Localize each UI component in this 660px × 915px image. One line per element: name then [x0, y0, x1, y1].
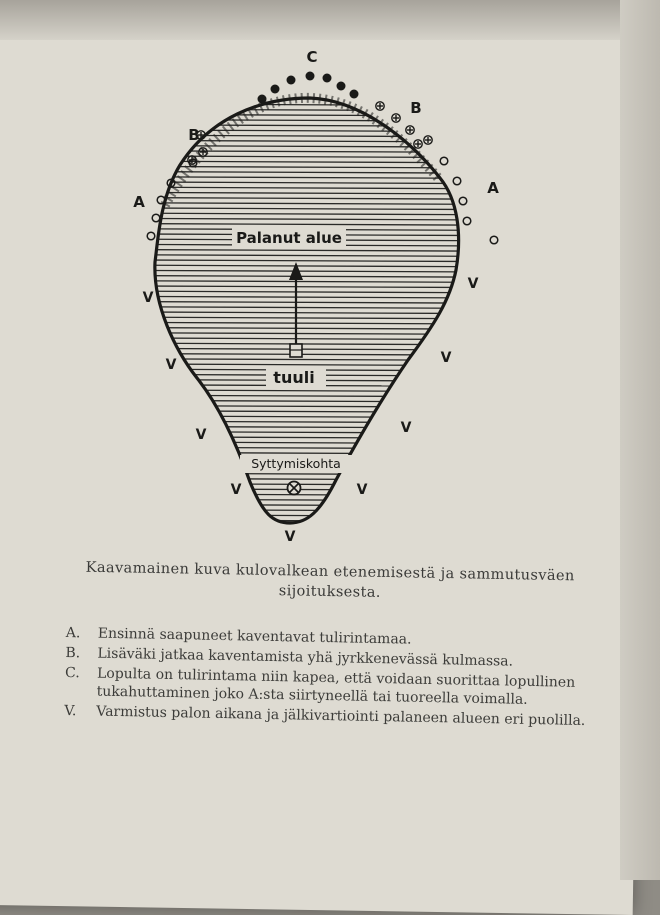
- hatch-line: [140, 504, 470, 506]
- hatch-line: [140, 250, 470, 252]
- burned-area-label: Palanut alue: [236, 229, 342, 247]
- hatch-line: [140, 499, 470, 501]
- hatch-line: [140, 426, 470, 428]
- hatch-line: [140, 322, 470, 324]
- hatch-line: [140, 473, 470, 475]
- note-key: B.: [65, 644, 81, 662]
- ignition-label: Syttymiskohta: [251, 456, 341, 471]
- hatch-line: [140, 437, 470, 439]
- circled-plus-icon: [376, 102, 384, 110]
- hatch-line: [140, 510, 470, 512]
- hatch-line: [140, 515, 470, 517]
- hatch-line: [140, 489, 470, 491]
- hatch-line: [140, 276, 470, 278]
- note-text: Lopulta on tulirintama niin kapea, että voidaan suorittaa lopullinen tukahuttaminen joko A:sta siirtyneellä tai tuoreella voimalla.: [96, 665, 576, 708]
- marker-c: C: [306, 48, 318, 66]
- hatch-line: [140, 348, 470, 350]
- circled-plus-icon: [199, 148, 207, 156]
- hatch-line: [140, 286, 470, 288]
- marker-b-right: B: [410, 99, 422, 117]
- hatch-line: [140, 270, 470, 272]
- hatch-line: [140, 307, 470, 309]
- hatch-line: [140, 494, 470, 496]
- figure-caption: Kaavamainen kuva kulovalkean etenemisestä ja sammutusväen sijoituksesta.: [85, 559, 575, 601]
- hatch-line: [140, 218, 470, 220]
- marker-v: V: [165, 357, 177, 373]
- hatch-line: [140, 400, 470, 402]
- hatch-line: [140, 213, 470, 215]
- hatch-line: [140, 302, 470, 304]
- hatch-line: [140, 452, 470, 454]
- hatch-line: [140, 166, 470, 168]
- hatch-line: [140, 333, 470, 335]
- hatch-line: [140, 192, 470, 194]
- hatch-line: [140, 359, 470, 361]
- hatch-line: [140, 291, 470, 293]
- hatch-line: [140, 172, 470, 174]
- marker-a-left: A: [133, 193, 145, 211]
- hatch-line: [140, 328, 470, 330]
- hatch-line: [140, 203, 470, 205]
- hatch-line: [140, 281, 470, 283]
- note-text: Ensinnä saapuneet kaventavat tulirintamaa.: [97, 625, 412, 648]
- hatch-line: [140, 432, 470, 434]
- hatch-line: [140, 265, 470, 267]
- marker-v: V: [400, 420, 412, 436]
- note-text: Varmistus palon aikana ja jälkivartiointi palaneen alueen eri puolilla.: [96, 703, 586, 729]
- marker-a-right: A: [487, 179, 499, 197]
- marker-v: V: [284, 529, 296, 545]
- marker-b-left: B: [188, 126, 200, 144]
- circled-plus-icon: [414, 140, 422, 148]
- hatch-line: [140, 198, 470, 200]
- hatch-line: [140, 406, 470, 408]
- marker-v: V: [142, 290, 154, 306]
- marker-v: V: [440, 350, 452, 366]
- hatch-line: [140, 338, 470, 340]
- hatch-line: [140, 120, 470, 122]
- hatch-line: [140, 416, 470, 418]
- wind-label: tuuli: [273, 368, 315, 387]
- hatch-line: [140, 312, 470, 314]
- hatch-line: [140, 224, 470, 226]
- circled-plus-icon: [406, 126, 414, 134]
- hatch-line: [140, 187, 470, 189]
- note-key: C.: [64, 664, 80, 682]
- hatch-line: [140, 484, 470, 486]
- hatch-line: [140, 255, 470, 256]
- circled-plus-icon: [392, 114, 400, 122]
- hatch-line: [140, 177, 470, 179]
- note-key: A.: [65, 624, 81, 642]
- hatch-line: [140, 421, 470, 423]
- hatch-line: [140, 260, 470, 262]
- legend-notes: [64, 624, 596, 732]
- hatch-line: [140, 296, 470, 298]
- hatch-line: [140, 390, 470, 392]
- note-text: Lisäväki jatkaa kaventamista yhä jyrkkenevässä kulmassa.: [97, 645, 514, 670]
- circled-plus-icon: [424, 136, 432, 144]
- hatch-line: [140, 411, 470, 413]
- marker-v: V: [195, 427, 207, 443]
- marker-v: V: [356, 482, 368, 498]
- hatch-line: [140, 442, 470, 444]
- hatch-line: [140, 182, 470, 184]
- hatch-line: [140, 354, 470, 356]
- note-key: V.: [64, 702, 77, 720]
- hatch-line: [140, 478, 470, 480]
- ignition-point-icon: [288, 482, 301, 495]
- hatch-line: [140, 208, 470, 210]
- hatch-line: [140, 395, 470, 397]
- marker-v: V: [467, 276, 479, 292]
- hatch-line: [140, 447, 470, 449]
- marker-v: V: [230, 482, 242, 498]
- wind-arrow-icon: [289, 262, 303, 357]
- hatch-line: [140, 317, 470, 319]
